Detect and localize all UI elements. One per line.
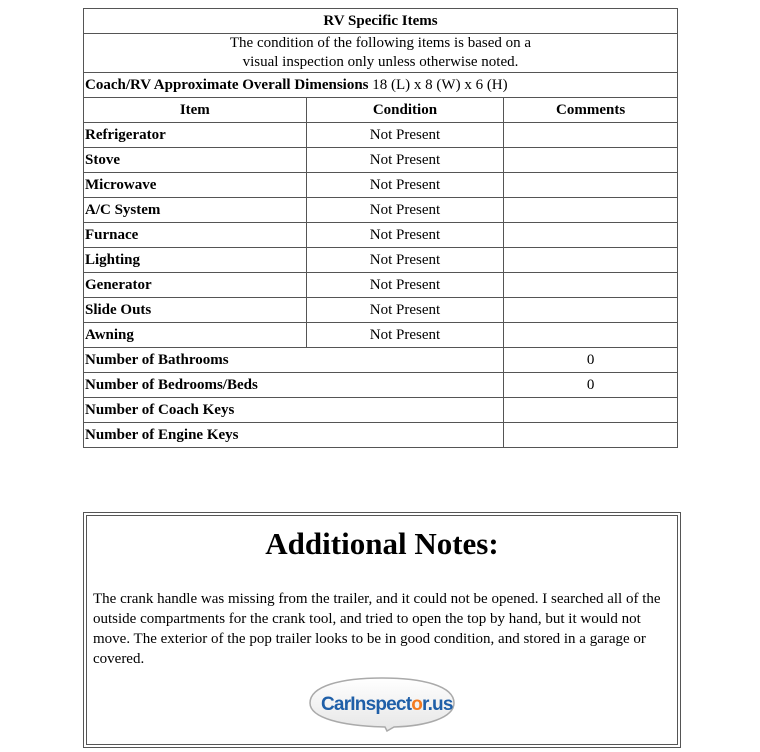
- inspection-note-row: [84, 34, 678, 73]
- table-row: [84, 198, 678, 223]
- table-row: [84, 398, 678, 423]
- count-value: 0: [504, 373, 678, 398]
- dimensions-value: 18 (L) x 8 (W) x 6 (H): [372, 76, 508, 93]
- count-label: Number of Coach Keys: [84, 398, 504, 423]
- table-row: [84, 148, 678, 173]
- item-condition: Not Present: [306, 223, 504, 248]
- logo-text: [321, 694, 453, 715]
- table-row: [84, 298, 678, 323]
- header-comments: Comments: [504, 98, 678, 123]
- item-comments: [504, 123, 678, 148]
- carinspector-logo: [308, 676, 456, 732]
- table-row: [84, 173, 678, 198]
- logo-text-car: Car: [321, 694, 351, 715]
- count-value: [504, 398, 678, 423]
- count-label: Number of Bedrooms/Beds: [84, 373, 504, 398]
- item-name: Generator: [84, 273, 307, 298]
- count-value: [504, 423, 678, 448]
- logo-text-r: r: [422, 694, 428, 715]
- item-condition: Not Present: [306, 248, 504, 273]
- additional-notes-box: [83, 512, 681, 748]
- count-label: Number of Engine Keys: [84, 423, 504, 448]
- item-condition: Not Present: [306, 198, 504, 223]
- rv-specific-items-table: [83, 8, 678, 448]
- logo-text-o: o: [411, 694, 423, 715]
- table-row: [84, 223, 678, 248]
- additional-notes-inner: [86, 515, 678, 745]
- count-value: 0: [504, 348, 678, 373]
- table-title: RV Specific Items: [84, 9, 678, 34]
- item-name: Lighting: [84, 248, 307, 273]
- item-condition: Not Present: [306, 323, 504, 348]
- table-row: [84, 348, 678, 373]
- dimensions-row: [84, 73, 678, 98]
- inspection-note: [84, 34, 678, 73]
- additional-notes-text: The crank handle was missing from the trailer, and it could not be opened. I searched all of the outside compartments for the crank tool, and tried to open the top by hand, but it would not move. The exterior of the pop trailer looks to be in good condition, and stored in a garage or covered.: [93, 591, 661, 667]
- header-row: [84, 98, 678, 123]
- item-comments: [504, 273, 678, 298]
- table-row: [84, 423, 678, 448]
- item-name: Stove: [84, 148, 307, 173]
- inspection-note-line2: visual inspection only unless otherwise noted.: [242, 54, 519, 70]
- item-comments: [504, 248, 678, 273]
- item-name: Awning: [84, 323, 307, 348]
- table-row: [84, 273, 678, 298]
- dimensions-label: Coach/RV Approximate Overall Dimensions: [85, 76, 369, 93]
- item-name: Microwave: [84, 173, 307, 198]
- logo-text-inspect: Inspect: [350, 694, 412, 715]
- header-condition: Condition: [306, 98, 504, 123]
- item-condition: Not Present: [306, 298, 504, 323]
- item-comments: [504, 148, 678, 173]
- item-name: Slide Outs: [84, 298, 307, 323]
- item-condition: Not Present: [306, 123, 504, 148]
- table-row: [84, 373, 678, 398]
- table-title-row: [84, 9, 678, 34]
- item-comments: [504, 198, 678, 223]
- item-comments: [504, 173, 678, 198]
- table-row: [84, 123, 678, 148]
- item-condition: Not Present: [306, 173, 504, 198]
- item-comments: [504, 298, 678, 323]
- item-name: Furnace: [84, 223, 307, 248]
- item-condition: Not Present: [306, 148, 504, 173]
- item-comments: [504, 323, 678, 348]
- logo-text-us: .us: [427, 694, 453, 715]
- dimensions-cell: [84, 73, 678, 98]
- item-name: Refrigerator: [84, 123, 307, 148]
- additional-notes-title: Additional Notes:: [265, 526, 499, 561]
- count-label: Number of Bathrooms: [84, 348, 504, 373]
- item-comments: [504, 223, 678, 248]
- header-item: Item: [84, 98, 307, 123]
- item-condition: Not Present: [306, 273, 504, 298]
- table-row: [84, 248, 678, 273]
- item-name: A/C System: [84, 198, 307, 223]
- table-row: [84, 323, 678, 348]
- inspection-note-line1: The condition of the following items is based on a: [229, 35, 532, 51]
